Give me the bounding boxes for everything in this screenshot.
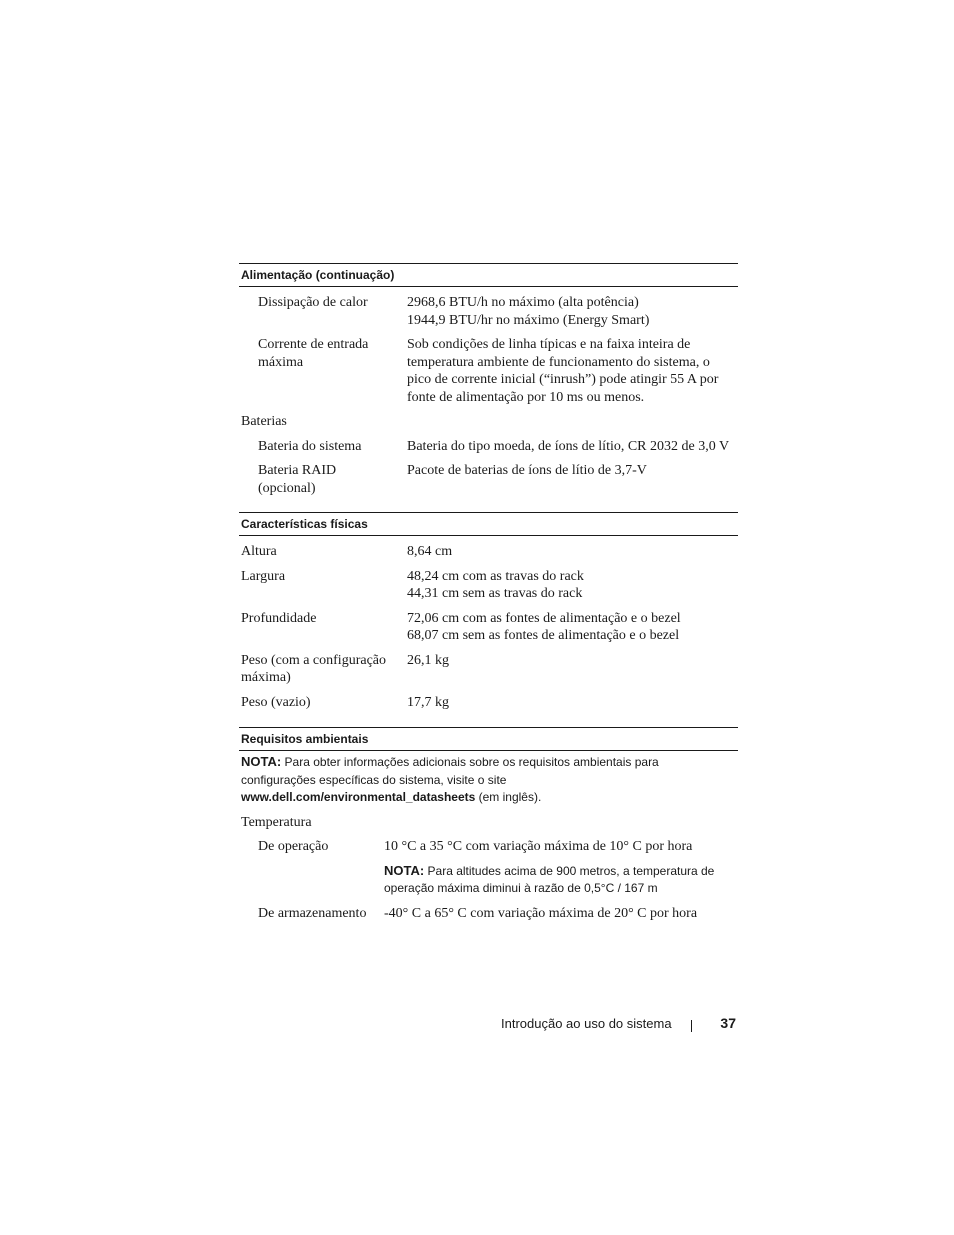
op-note-text: operação máxima diminui à razão de 0,5°C / 167 m: [384, 881, 658, 895]
inrush-value-line: Sob condições de linha típicas e na faixa inteira de: [407, 337, 691, 352]
operating-temp-value: [384, 838, 738, 898]
height-label: Altura: [241, 544, 277, 559]
depth-label: Profundidade: [241, 610, 317, 626]
datasheets-link[interactable]: www.dell.com/environmental_datasheets: [241, 790, 476, 804]
environment-section-heading: Requisitos ambientais: [239, 727, 738, 751]
depth-value-line: 72,06 cm com as fontes de alimentação e o bezel: [407, 610, 681, 626]
page-number: 37: [720, 1015, 736, 1031]
inrush-value-line: temperatura ambiente de funcionamento do sistema, o: [407, 354, 710, 370]
inrush-current-label: [239, 336, 407, 406]
max-weight-label: [239, 652, 407, 687]
depth-row: [239, 610, 738, 645]
system-battery-label: Bateria do sistema: [258, 438, 362, 454]
operating-temp-note: [384, 862, 738, 898]
width-label: Largura: [241, 568, 286, 584]
heat-value-line: 2968,6 BTU/h no máximo (alta potência): [407, 295, 639, 310]
system-battery-row: [239, 438, 738, 456]
raid-battery-row: [239, 462, 738, 497]
operating-temp-row: [239, 838, 738, 898]
height-row: [239, 543, 738, 561]
max-weight-row: [239, 652, 738, 687]
op-note-text: Para altitudes acima de 900 metros, a temperatura de: [424, 863, 715, 878]
raid-label-line: Bateria RAID: [258, 463, 337, 478]
width-value-line: 44,31 cm sem as travas do rack: [407, 586, 583, 601]
raid-label-line: (opcional): [258, 480, 316, 496]
width-value-line: 48,24 cm com as travas do rack: [407, 568, 584, 584]
operating-temp-text: 10 °C a 35 °C com variação máxima de 10° C por hora: [384, 839, 693, 854]
inrush-label-line: máxima: [258, 354, 304, 370]
physical-section-heading: Características físicas: [239, 512, 738, 536]
width-row: [239, 568, 738, 603]
storage-temp-row: [239, 905, 738, 923]
heat-dissipation-label: Dissipação de calor: [258, 295, 368, 310]
height-value: 8,64 cm: [407, 544, 453, 559]
empty-weight-row: [239, 694, 738, 712]
inrush-current-row: [239, 336, 738, 406]
note-suffix: (em inglês).: [475, 790, 542, 804]
temperature-group-label: Temperatura: [241, 814, 312, 830]
max-weight-value: 26,1 kg: [407, 652, 449, 668]
max-weight-label-line: Peso (com a configuração: [241, 652, 386, 668]
inrush-current-value: [407, 336, 738, 406]
heat-dissipation-value: [407, 294, 738, 329]
spec-table: [239, 263, 738, 922]
power-section-heading: Alimentação (continuação): [239, 263, 738, 287]
heat-value-line: 1944,9 BTU/hr no máximo (Energy Smart): [407, 312, 650, 328]
heat-dissipation-row: [239, 294, 738, 329]
max-weight-label-line: máxima): [241, 670, 291, 685]
empty-weight-value: 17,7 kg: [407, 694, 449, 710]
operating-temp-label: De operação: [258, 839, 329, 854]
page-footer: [501, 1015, 736, 1035]
storage-temp-value: -40° C a 65° C com variação máxima de 20° C por hora: [384, 905, 698, 921]
storage-temp-label: De armazenamento: [258, 905, 367, 921]
footer-separator: [691, 1020, 692, 1032]
inrush-value-line: fonte de alimentação por 10 ms ou menos.: [407, 389, 645, 405]
empty-weight-label: Peso (vazio): [241, 694, 311, 710]
inrush-label-line: Corrente de entrada: [258, 337, 369, 352]
raid-battery-value: Pacote de baterias de íons de lítio de 3,7-V: [407, 463, 647, 478]
note-text: configurações específicas do sistema, visite o site: [241, 772, 507, 787]
footer-section-title: Introdução ao uso do sistema: [501, 1016, 672, 1031]
note-label: NOTA:: [241, 754, 282, 769]
batteries-group-label: Baterias: [241, 414, 287, 429]
system-battery-value: Bateria do tipo moeda, de íons de lítio, CR 2032 de 3,0 V: [407, 438, 730, 454]
inrush-value-line: pico de corrente inicial (“inrush”) pode atingir 55 A por: [407, 372, 719, 387]
note-text: Para obter informações adicionais sobre os requisitos ambientais para: [281, 755, 659, 769]
depth-value: [407, 610, 738, 645]
raid-battery-label: [239, 462, 407, 497]
width-value: [407, 568, 738, 603]
environment-note: [239, 753, 738, 807]
depth-value-line: 68,07 cm sem as fontes de alimentação e o bezel: [407, 628, 680, 643]
op-note-label: NOTA:: [384, 862, 425, 878]
